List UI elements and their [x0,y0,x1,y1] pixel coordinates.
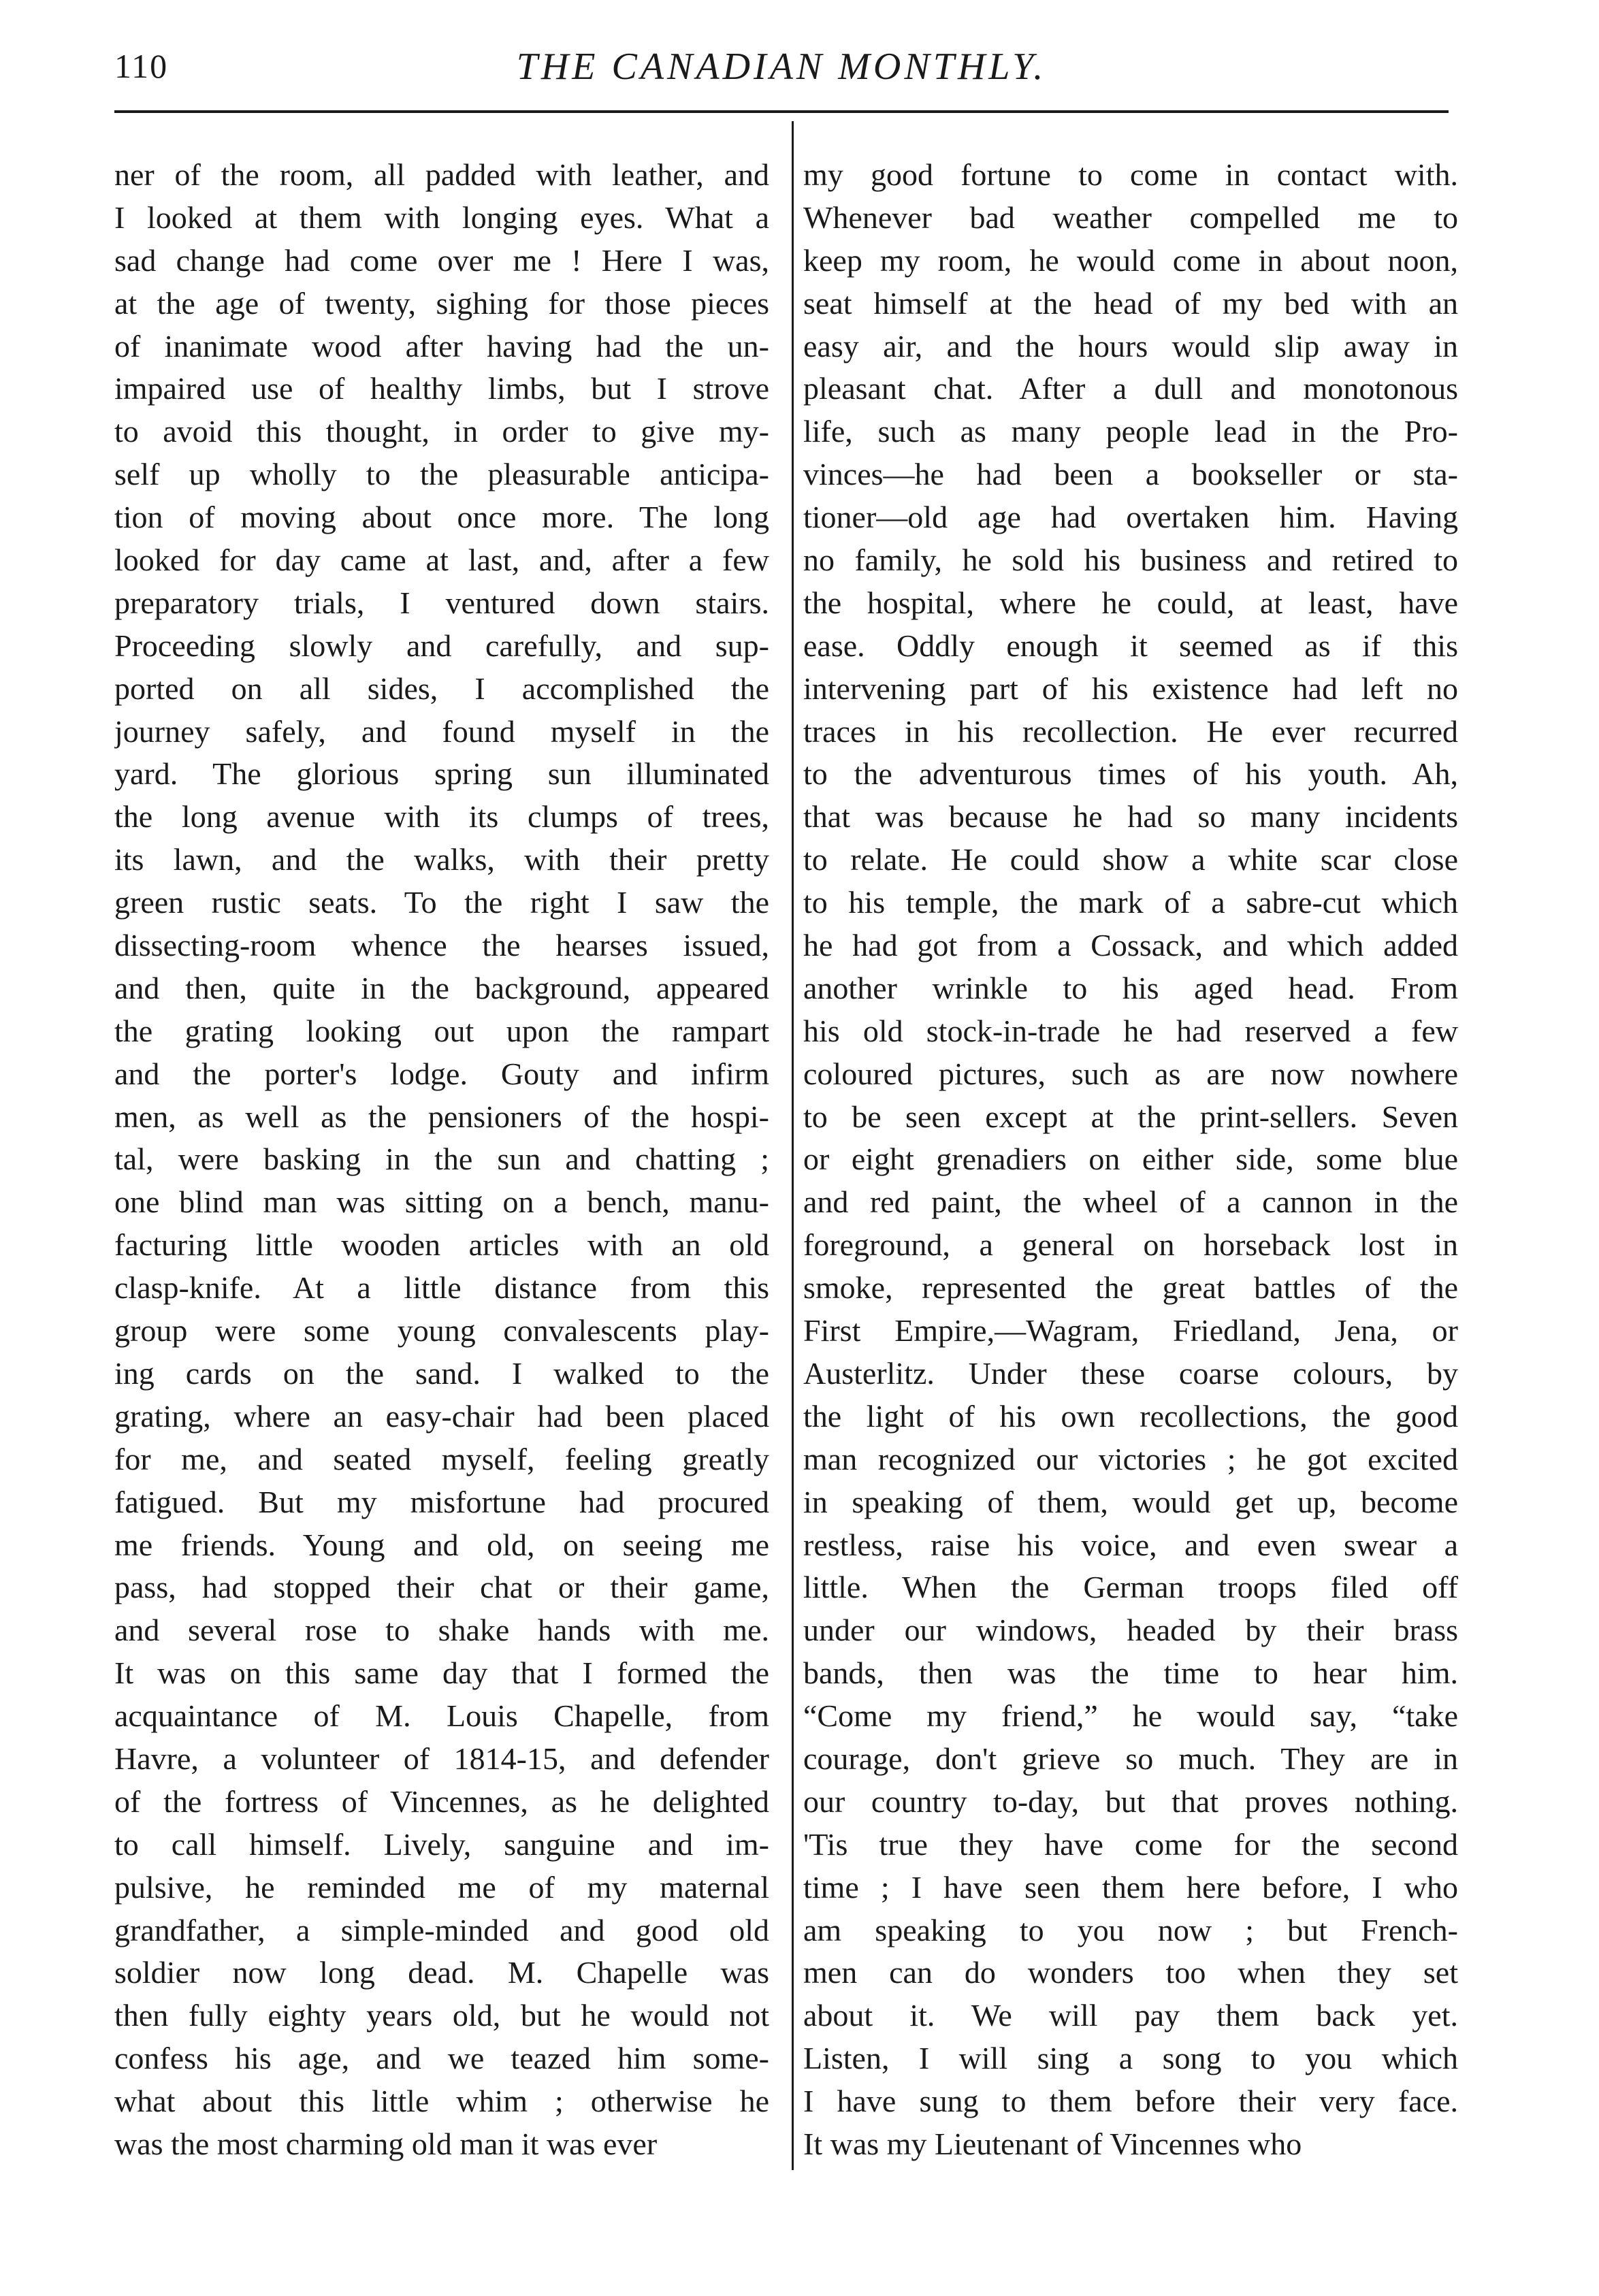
text-line: to call himself. Lively, sanguine and im- [114,1826,769,1862]
text-line: ner of the room, all padded with leather, and [114,157,769,192]
text-line: Austerlitz. Under these coarse colours, by [803,1355,1458,1391]
text-line: grandfather, a simple-minded and good old [114,1912,769,1947]
text-line: sad change had come over me ! Here I was, [114,242,769,278]
text-line: men, as well as the pensioners of the hospi- [114,1099,769,1134]
text-line: and several rose to shake hands with me. [114,1613,769,1648]
text-line: and the porter's lodge. Gouty and infirm [114,1056,769,1091]
text-line: courage, don't grieve so much. They are in [803,1741,1458,1776]
text-line: no family, he sold his business and retired to [803,543,1458,578]
text-line: ease. Oddly enough it seemed as if this [803,628,1458,663]
text-line: I looked at them with longing eyes. What a [114,199,769,235]
text-line: in speaking of them, would get up, become [803,1484,1458,1519]
text-line: that was because he had so many incidents [803,799,1458,835]
text-line: journey safely, and found myself in the [114,713,769,749]
text-line: preparatory trials, I ventured down stairs. [114,585,769,620]
text-line: Proceeding slowly and carefully, and sup- [114,628,769,663]
text-line: ported on all sides, I accomplished the [114,670,769,706]
text-line: vinces—he had been a bookseller or sta- [803,457,1458,492]
text-line: for me, and seated myself, feeling greatly [114,1441,769,1476]
text-line: the hospital, where he could, at least, have [803,585,1458,620]
text-line: and red paint, the wheel of a cannon in the [803,1184,1458,1220]
text-line: under our windows, headed by their brass [803,1613,1458,1648]
text-line: facturing little wooden articles with an old [114,1227,769,1263]
text-line: self up wholly to the pleasurable anticipa- [114,457,769,492]
text-line: tioner—old age had overtaken him. Having [803,500,1458,535]
text-line: to relate. He could show a white scar close [803,842,1458,877]
text-line: intervening part of his existence had left no [803,670,1458,706]
text-line: yard. The glorious spring sun illuminated [114,756,769,792]
text-line: First Empire,—Wagram, Friedland, Jena, or [803,1313,1458,1348]
text-line: coloured pictures, such as are now nowhere [803,1056,1458,1091]
text-line: foreground, a general on horseback lost in [803,1227,1458,1263]
text-line: tion of moving about once more. The long [114,500,769,535]
text-line: It was on this same day that I formed the [114,1655,769,1691]
text-line: easy air, and the hours would slip away in [803,328,1458,363]
text-line: the long avenue with its clumps of trees, [114,799,769,835]
text-line: It was my Lieutenant of Vincennes who [803,2126,1302,2161]
text-line: Listen, I will sing a song to you which [803,2041,1458,2076]
text-line: bands, then was the time to hear him. [803,1655,1458,1691]
text-line: pulsive, he reminded me of my maternal [114,1869,769,1905]
text-line: I have sung to them before their very face. [803,2084,1458,2119]
text-line: soldier now long dead. M. Chapelle was [114,1955,769,1990]
text-line: to the adventurous times of his youth. Ah, [803,756,1458,792]
text-line: life, such as many people lead in the Pro- [803,414,1458,449]
text-line: of the fortress of Vincennes, as he delighted [114,1783,769,1819]
column-rule [792,121,794,2170]
text-line: “Come my friend,” he would say, “take [803,1698,1458,1734]
text-line: green rustic seats. To the right I saw the [114,885,769,920]
text-line: group were some young convalescents play- [114,1313,769,1348]
text-line: restless, raise his voice, and even swear a [803,1527,1458,1562]
text-line: tal, were basking in the sun and chatting ; [114,1142,769,1177]
text-line: men can do wonders too when they set [803,1955,1458,1990]
text-line: was the most charming old man it was ever [114,2126,658,2161]
text-line: the grating looking out upon the rampart [114,1013,769,1048]
text-line: pleasant chat. After a dull and monotonous [803,371,1458,406]
text-line: its lawn, and the walks, with their pretty [114,842,769,877]
text-line: Whenever bad weather compelled me to [803,199,1458,235]
text-line: to be seen except at the print-sellers. Seven [803,1099,1458,1134]
text-line: confess his age, and we teazed him some- [114,2041,769,2076]
text-line: what about this little whim ; otherwise he [114,2084,769,2119]
text-line: our country to-day, but that proves nothing. [803,1783,1458,1819]
header-rule [114,110,1449,113]
text-column-left [114,154,769,2166]
text-line: one blind man was sitting on a bench, manu- [114,1184,769,1220]
text-line: seat himself at the head of my bed with an [803,285,1458,321]
text-line: Havre, a volunteer of 1814-15, and defender [114,1741,769,1776]
text-line: traces in his recollection. He ever recurred [803,713,1458,749]
text-line: at the age of twenty, sighing for those pieces [114,285,769,321]
text-line: me friends. Young and old, on seeing me [114,1527,769,1562]
page-number: 110 [114,47,169,85]
text-line: dissecting-room whence the hearses issued, [114,928,769,963]
text-line: the light of his own recollections, the good [803,1398,1458,1434]
text-line: about it. We will pay them back yet. [803,1998,1458,2033]
text-line: his old stock-in-trade he had reserved a few [803,1013,1458,1048]
text-column-right [803,154,1458,2166]
text-line: time ; I have seen them here before, I who [803,1869,1458,1905]
text-line: am speaking to you now ; but French- [803,1912,1458,1947]
text-line: acquaintance of M. Louis Chapelle, from [114,1698,769,1734]
text-line: 'Tis true they have come for the second [803,1826,1458,1862]
text-line: or eight grenadiers on either side, some blue [803,1142,1458,1177]
text-line: impaired use of healthy limbs, but I strove [114,371,769,406]
text-line: little. When the German troops filed off [803,1570,1458,1605]
page-header [114,41,1449,106]
text-line: another wrinkle to his aged head. From [803,970,1458,1005]
text-line: grating, where an easy-chair had been placed [114,1398,769,1434]
text-line: ing cards on the sand. I walked to the [114,1355,769,1391]
text-line: then fully eighty years old, but he would not [114,1998,769,2033]
text-line: he had got from a Cossack, and which added [803,928,1458,963]
running-title: THE CANADIAN MONTHLY. [516,46,1047,88]
text-line: of inanimate wood after having had the un- [114,328,769,363]
text-line: and then, quite in the background, appeared [114,970,769,1005]
text-line: keep my room, he would come in about noon, [803,242,1458,278]
text-line: to avoid this thought, in order to give my- [114,414,769,449]
text-line: my good fortune to come in contact with. [803,157,1458,192]
text-line: man recognized our victories ; he got excited [803,1441,1458,1476]
text-line: looked for day came at last, and, after a few [114,543,769,578]
text-line: clasp-knife. At a little distance from this [114,1270,769,1306]
text-line: smoke, represented the great battles of the [803,1270,1458,1306]
text-line: to his temple, the mark of a sabre-cut which [803,885,1458,920]
text-line: fatigued. But my misfortune had procured [114,1484,769,1519]
text-line: pass, had stopped their chat or their game, [114,1570,769,1605]
